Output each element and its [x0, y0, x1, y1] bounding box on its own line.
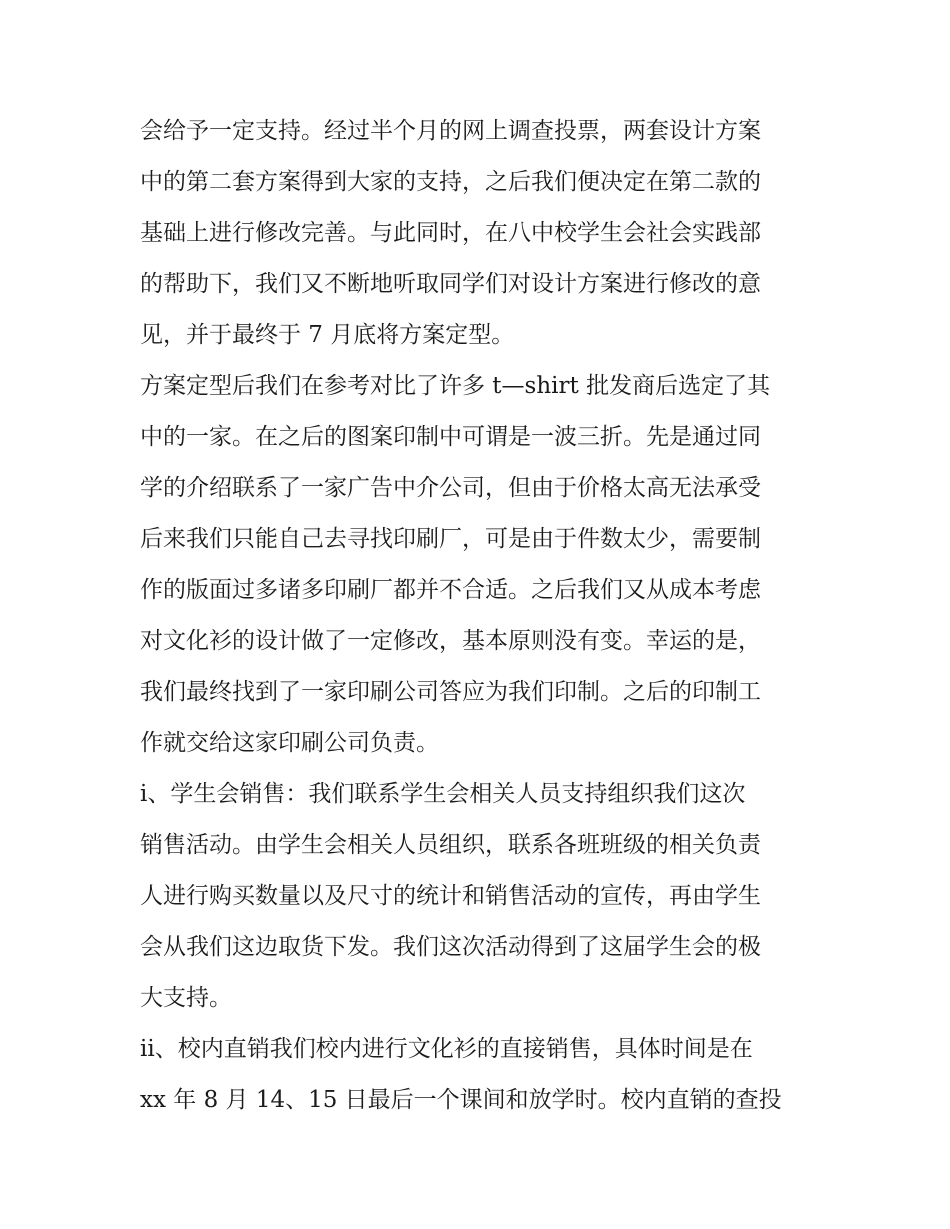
- text-line: 我们最终找到了一家印刷公司答应为我们印制。之后的印制工: [140, 679, 761, 705]
- text-line: 人进行购买数量以及尺寸的统计和销售活动的宣传，再由学生: [140, 883, 761, 909]
- text-line: 方案定型后我们在参考对比了许多 t—shirt 批发商后选定了其: [140, 373, 771, 399]
- text-line: 中的第二套方案得到大家的支持，之后我们便决定在第二款的: [140, 169, 761, 195]
- paragraph-printing: [140, 361, 820, 769]
- document-body: [140, 106, 820, 1126]
- text-line: 后来我们只能自己去寻找印刷厂，可是由于件数太少，需要制: [140, 526, 761, 552]
- text-line: 基础上进行修改完善。与此同时，在八中校学生会社会实践部: [140, 220, 761, 246]
- text-line: xx 年 8 月 14、15 日最后一个课间和放学时。校内直销的查投: [140, 1087, 782, 1113]
- text-line: 对文化衫的设计做了一定修改，基本原则没有变。幸运的是，: [140, 628, 761, 654]
- text-line: 见，并于最终于 7 月底将方案定型。: [140, 322, 515, 348]
- text-line: 大支持。: [140, 985, 232, 1011]
- text-line: 会从我们这边取货下发。我们这次活动得到了这届学生会的极: [140, 934, 761, 960]
- text-line: 学的介绍联系了一家广告中介公司，但由于价格太高无法承受: [140, 475, 761, 501]
- text-line: 会给予一定支持。经过半个月的网上调查投票，两套设计方案: [140, 118, 761, 144]
- paragraph-direct-sales: [140, 1024, 820, 1126]
- text-line: 的帮助下，我们又不断地听取同学们对设计方案进行修改的意: [140, 271, 761, 297]
- text-line: 销售活动。由学生会相关人员组织，联系各班班级的相关负责: [140, 832, 761, 858]
- text-line: i、学生会销售：我们联系学生会相关人员支持组织我们这次: [140, 781, 746, 807]
- paragraph-student-union-sales: [140, 769, 820, 1024]
- text-line: 作就交给这家印刷公司负责。: [140, 730, 439, 756]
- paragraph-design-voting: [140, 106, 820, 361]
- text-line: 作的版面过多诸多印刷厂都并不合适。之后我们又从成本考虑: [140, 577, 761, 603]
- text-line: ii、校内直销我们校内进行文化衫的直接销售，具体时间是在: [140, 1036, 753, 1062]
- text-line: 中的一家。在之后的图案印制中可谓是一波三折。先是通过同: [140, 424, 761, 450]
